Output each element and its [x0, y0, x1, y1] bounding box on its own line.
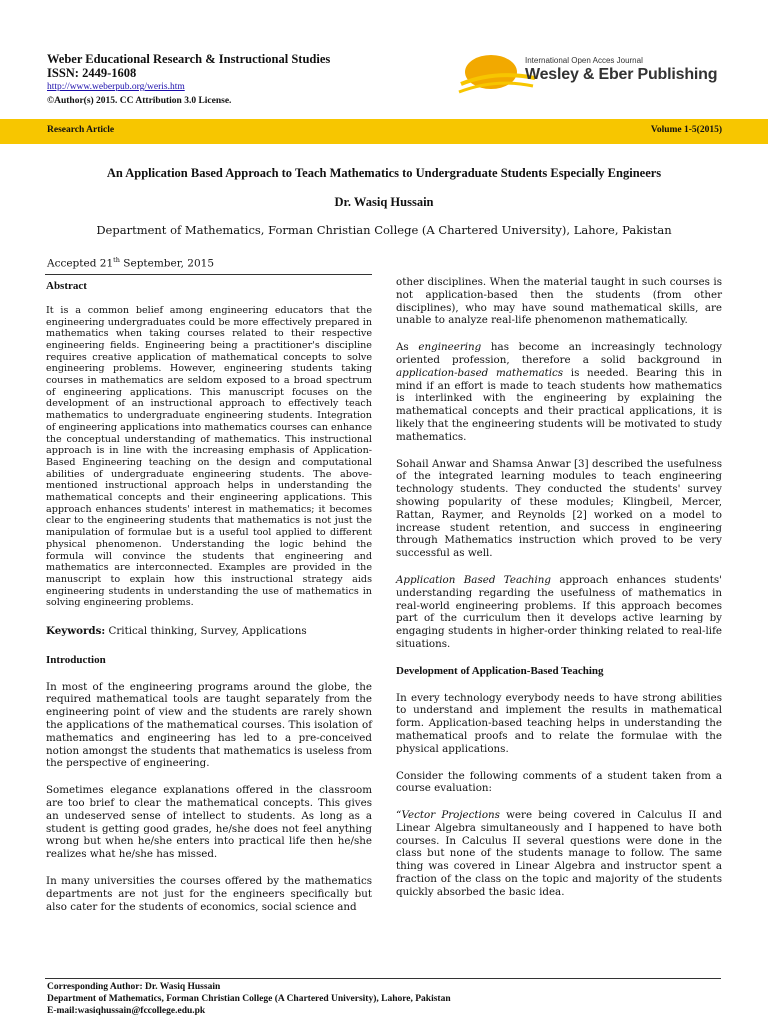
- journal-header: [47, 52, 330, 108]
- accepted-date: Accepted 21th September, 2015: [47, 256, 215, 270]
- logo-tagline: International Open Acces Journal: [525, 56, 643, 65]
- introduction-heading: Introduction: [46, 653, 106, 666]
- author-affiliation: Department of Mathematics, Forman Christian College (A Chartered University), Lahore, Pakistan: [96, 223, 672, 237]
- publisher-logo: [455, 48, 725, 110]
- logo-brand: Wesley & Eber Publishing: [525, 66, 718, 83]
- corresponding-author: Corresponding Author: Dr. Wasiq Hussain: [47, 982, 221, 992]
- volume-info: Volume 1-5(2015): [650, 125, 722, 135]
- abstract-text: It is a common belief among engineering educators that the engineering undergraduates could be more effectively prepared in mathematics when taking courses related to their respective engineering fields. Engineering being a practitioner's discipline requires creative application of mathematical concepts to solve engineering problems. However, engineering students taking courses in mathematics are seldom exposed to a broad spectrum of engineering applications. This manuscript focuses on the development of an instructional approach to effectively teach mathematics to undergraduate engineering students. Integration of engineering applications into mathematics courses can enhance the conceptual understanding of mathematics. This instructional approach is in line with the increasing emphasis of Application-Based Engineering teaching on the design and computational abilities of undergraduate engineering students. The above-mentioned instructional approach helps in understanding the mathematical concepts and their engineering applications. This approach enhances students' interest in mathematics; it becomes clear to the engineering students that mathematics is not just the manipulation of formulae but is a useful tool applied to different physical phenomenon. Understanding the logic behind the formula will convince the students that engineering and mathematics are interconnected. Examples are provided in the manuscript to explain how this instructional strategy aids engineering students in understanding the use of mathematics in solving engineering problems.: [46, 304, 372, 609]
- divider: [45, 274, 372, 275]
- issn: ISSN: 2449-1608: [47, 66, 137, 80]
- article-info-bar: [0, 119, 768, 144]
- abstract-heading: Abstract: [46, 280, 87, 292]
- footer-divider: [45, 978, 721, 979]
- journal-name: Weber Educational Research & Instructional Studies: [47, 52, 331, 66]
- footer-affiliation: Department of Mathematics, Forman Christian College (A Chartered University), Lahore, Pakistan: [47, 994, 451, 1004]
- student-quote: “Vector Projections were being covered in Calculus II and Linear Algebra simultaneously and I happened to have both courses. In Calculus II several questions were done in the class but none of the students manage to follow. The same thing was covered in Linear Algebra and instructor spent a fraction of the class on the topic and majority of the students quickly absorbed the basic idea.: [396, 809, 722, 898]
- body-paragraph: Consider the following comments of a student taken from a course evaluation:: [396, 769, 722, 795]
- paper-title: An Application Based Approach to Teach Mathematics to Undergraduate Students Especially Engineers: [106, 166, 662, 180]
- footer: [47, 981, 451, 1017]
- intro-paragraph: Sometimes elegance explanations offered in the classroom are too brief to clear the mathematical concepts. This gives an undeserved sense of intellect to students. As long as a student is getting good grades, he/she does not feel anything wrong but when he/she enters into practical life then he/she realizes what he/she has missed.: [46, 784, 372, 861]
- section-heading: Development of Application-Based Teaching: [396, 664, 604, 677]
- right-column: [396, 276, 722, 913]
- body-paragraph: Application Based Teaching approach enhances students' understanding regarding the usefulness of mathematics in real-world engineering problems. If this approach becomes part of the curriculum then it develops active learning by engaging students in higher-order thinking related to real-life situations.: [396, 573, 723, 650]
- sun-logo-icon: [455, 48, 535, 110]
- body-paragraph: other disciplines. When the material taught in such courses is not application-based then the students (from other disciplines), who may have sound mathematical skills, are unable to analyze real-life phenomenon mathematically.: [396, 276, 722, 327]
- journal-url-link[interactable]: http://www.weberpub.org/weris.htm: [47, 82, 185, 92]
- body-paragraph: In every technology everybody needs to have strong abilities to understand and implement the results in mathematical form. Application-based teaching helps in understanding the mathematical proofs and to relate the formulae with the physical applications.: [396, 691, 722, 755]
- footer-email[interactable]: E-mail:wasiqhussain@fccollege.edu.pk: [47, 1006, 206, 1016]
- intro-paragraph: In many universities the courses offered by the mathematics departments are not just for the engineers specifically but also cater for the students of economics, social science and: [46, 875, 372, 913]
- author-name: Dr. Wasiq Hussain: [334, 195, 434, 209]
- intro-paragraph: In most of the engineering programs around the globe, the required mathematical tools are taught separately from the engineering point of view and the students are rarely shown the applications of the mathematical courses. This isolation of mathematics and engineering has led to a pre-conceived notion amongst the students that mathematics is useless from the perspective of engineering.: [46, 680, 372, 770]
- body-paragraph: As engineering has become an increasingly technology oriented profession, therefore a solid background in application-based mathematics is needed. Bearing this in mind if an effort is made to teach students how mathematics is interlinked with the engineering by explaining the mathematical concepts and their practical applications, it is likely that the engineering students will be motivated to study mathematics.: [396, 341, 722, 443]
- keywords: Keywords: Critical thinking, Survey, Applications: [46, 625, 307, 638]
- body-paragraph: Sohail Anwar and Shamsa Anwar [3] described the usefulness of the integrated learning modules to teach engineering technology students. They conducted the students' survey showing popularity of these modules; Klingbeil, Mercer, Rattan, Raymer, and Reynolds [2] worked on a model to increase student retention, and success in engineering through Mathematics instruction which proved to be very successful as well.: [396, 457, 722, 560]
- license-text: ©Author(s) 2015. CC Attribution 3.0 License.: [47, 96, 232, 106]
- article-type: Research Article: [47, 125, 115, 135]
- left-column: [46, 280, 372, 927]
